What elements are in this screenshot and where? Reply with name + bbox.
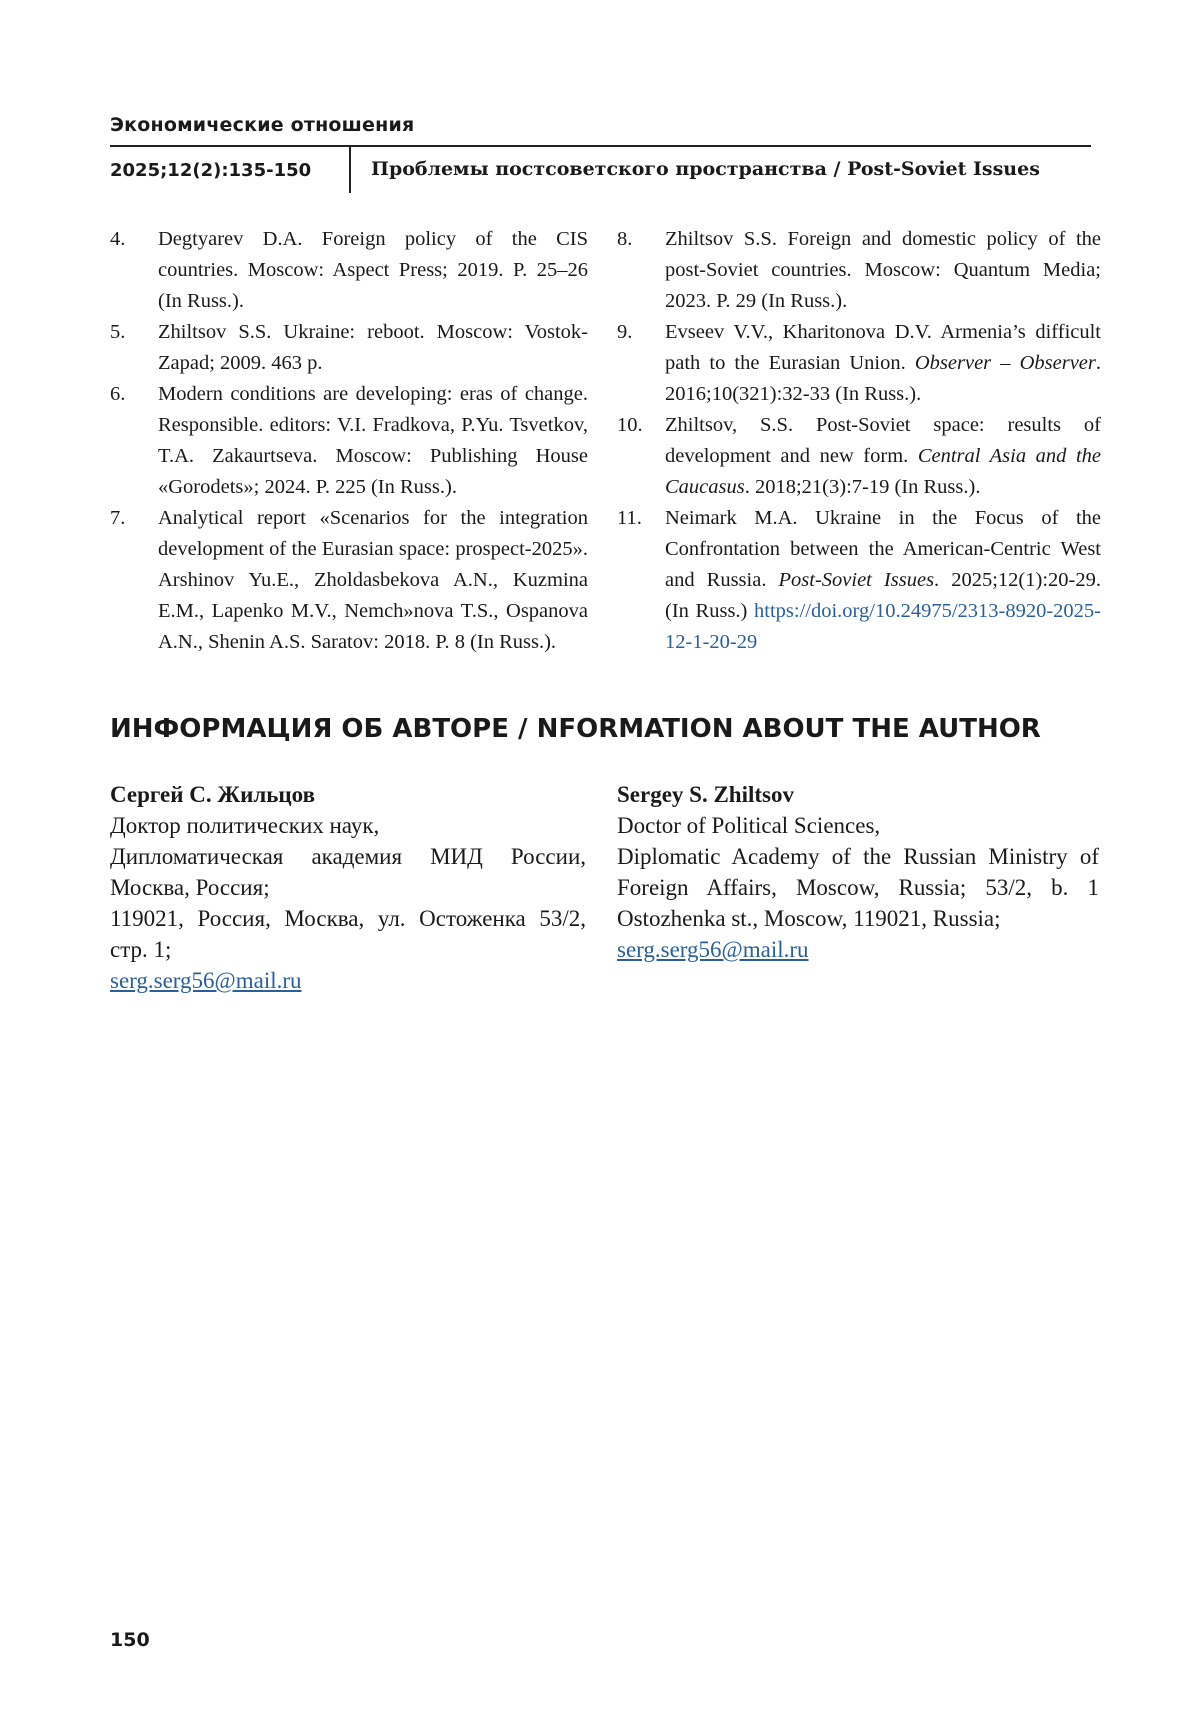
author-affiliation: Diplomatic Academy of the Russian Ministry of Foreign Affairs, Moscow, Russia; 53/2, b. 1 Ostozhenka st., Moscow, 119021, Russia; <box>617 841 1099 934</box>
reference-list-left <box>110 224 588 658</box>
author-email-link[interactable]: serg.serg56@mail.ru <box>617 937 809 962</box>
reference-number: 7. <box>110 503 125 534</box>
reference-journal: Observer – Observer <box>915 352 1096 374</box>
author-degree: Доктор политических наук, <box>110 810 586 841</box>
doi-link[interactable]: https://doi.org/10.24975/2313-8920-2025-12-1-20-29 <box>665 600 1101 653</box>
reference-number: 10. <box>617 410 643 441</box>
reference-journal: Central Asia and the Caucasus <box>665 445 1101 498</box>
reference-item <box>110 224 588 317</box>
reference-number: 8. <box>617 224 632 255</box>
reference-text: Zhiltsov S.S. Ukraine: reboot. Moscow: Vostok-Zapad; 2009. 463 p. <box>158 321 588 374</box>
header-rule <box>110 145 1091 147</box>
author-address: 119021, Россия, Москва, ул. Остоженка 53/2, стр. 1; <box>110 903 586 965</box>
author-affiliation: Дипломатическая академия МИД России, Москва, Россия; <box>110 841 586 903</box>
header-divider <box>349 147 351 193</box>
reference-text: Neimark M.A. Ukraine in the Focus of the Confrontation between the American-Centric West and Russia. <box>665 507 1101 591</box>
reference-number: 6. <box>110 379 125 410</box>
reference-number: 5. <box>110 317 125 348</box>
reference-details: . 2016;10(321):32-33 (In Russ.). <box>665 352 1101 405</box>
reference-item <box>110 503 588 658</box>
author-info-ru <box>110 779 586 996</box>
reference-item <box>110 379 588 503</box>
reference-text: Zhiltsov S.S. Foreign and domestic policy of the post-Soviet countries. Moscow: Quantum Media; 2023. P. 29 (In Russ.). <box>665 228 1101 312</box>
reference-item <box>617 317 1101 410</box>
author-email-link[interactable]: serg.serg56@mail.ru <box>110 968 302 993</box>
reference-journal: Post-Soviet Issues <box>779 569 935 591</box>
reference-item <box>110 317 588 379</box>
author-name: Сергей С. Жильцов <box>110 779 586 810</box>
author-section-heading: ИНФОРМАЦИЯ ОБ АВТОРЕ / NFORMATION ABOUT THE AUTHOR <box>110 714 1041 744</box>
reference-number: 4. <box>110 224 125 255</box>
author-name: Sergey S. Zhiltsov <box>617 779 1099 810</box>
author-degree: Doctor of Political Sciences, <box>617 810 1099 841</box>
reference-number: 11. <box>617 503 642 534</box>
reference-details: . 2025;12(1):20-29. (In Russ.) <box>665 569 1101 622</box>
reference-item <box>617 503 1101 658</box>
section-label: Экономические отношения <box>110 114 414 136</box>
reference-item <box>617 410 1101 503</box>
author-info-en <box>617 779 1099 965</box>
reference-item <box>617 224 1101 317</box>
reference-details: . 2018;21(3):7-19 (In Russ.). <box>745 476 981 498</box>
reference-text: Modern conditions are developing: eras of change. Responsible. editors: V.I. Fradkova, P.Yu. Tsvetkov, T.A. Zakaurtseva. Moscow: Publishing House «Gorodets»; 2024. P. 225 (In Russ.). <box>158 383 588 498</box>
page-number: 150 <box>110 1629 150 1651</box>
issue-citation: 2025;12(2):135-150 <box>110 160 311 181</box>
reference-list-right <box>617 224 1101 658</box>
reference-text: Zhiltsov, S.S. Post-Soviet space: results of development and new form. <box>665 414 1101 467</box>
reference-text: Evseev V.V., Kharitonova D.V. Armenia’s difficult path to the Eurasian Union. <box>665 321 1101 374</box>
journal-title: Проблемы постсоветского пространства / Post-Soviet Issues <box>371 158 1040 180</box>
reference-number: 9. <box>617 317 632 348</box>
reference-text: Degtyarev D.A. Foreign policy of the CIS countries. Moscow: Aspect Press; 2019. P. 25–26 (In Russ.). <box>158 228 588 312</box>
reference-text: Analytical report «Scenarios for the integration development of the Eurasian space: prospect-2025». Arshinov Yu.E., Zholdasbekova A.N., Kuzmina E.M., Lapenko M.V., Nemch»nova T.S., Ospanova A.N., Shenin A.S. Saratov: 2018. P. 8 (In Russ.). <box>158 507 588 653</box>
